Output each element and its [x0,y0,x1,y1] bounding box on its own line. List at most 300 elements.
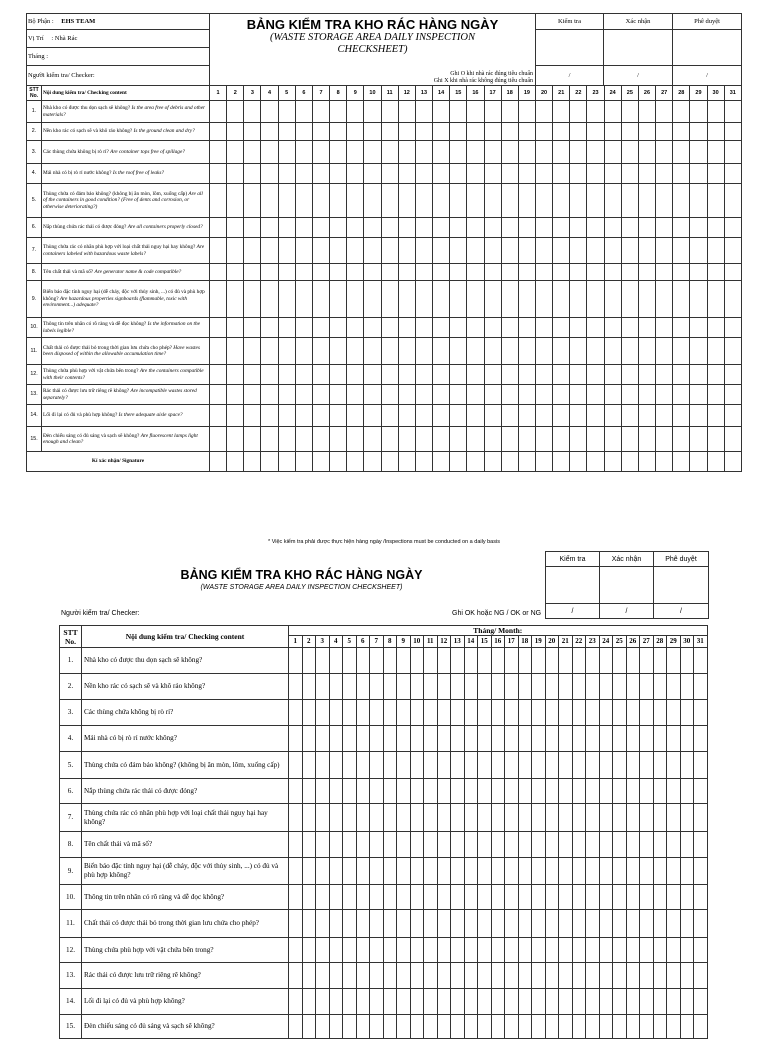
day-check-cell[interactable] [518,674,532,700]
day-check-cell[interactable] [690,264,707,281]
day-check-cell[interactable] [505,674,519,700]
day-check-cell[interactable] [433,164,450,184]
day-check-cell[interactable] [370,832,384,858]
day-check-cell[interactable] [451,885,465,910]
day-check-cell[interactable] [343,885,357,910]
day-check-cell[interactable] [621,164,638,184]
day-signature-cell[interactable] [450,452,467,472]
day-check-cell[interactable] [316,989,330,1015]
day-check-cell[interactable] [356,648,370,674]
day-check-cell[interactable] [559,804,573,832]
day-check-cell[interactable] [451,648,465,674]
day-check-cell[interactable] [518,365,535,385]
day-check-cell[interactable] [227,264,244,281]
day-check-cell[interactable] [397,910,411,938]
day-check-cell[interactable] [383,910,397,938]
day-check-cell[interactable] [451,804,465,832]
day-check-cell[interactable] [535,123,552,141]
day-check-cell[interactable] [535,164,552,184]
day-check-cell[interactable] [532,674,546,700]
day-check-cell[interactable] [312,405,329,427]
day-check-cell[interactable] [586,700,600,726]
day-check-cell[interactable] [553,405,570,427]
day-check-cell[interactable] [491,1015,505,1039]
day-check-cell[interactable] [501,385,518,405]
day-check-cell[interactable] [343,989,357,1015]
day-check-cell[interactable] [424,832,438,858]
day-check-cell[interactable] [553,365,570,385]
day-check-cell[interactable] [210,385,227,405]
day-check-cell[interactable] [437,674,451,700]
day-check-cell[interactable] [673,184,690,218]
day-check-cell[interactable] [347,385,364,405]
day-check-cell[interactable] [330,218,347,238]
day-check-cell[interactable] [518,101,535,123]
day-check-cell[interactable] [261,141,278,164]
day-check-cell[interactable] [381,264,398,281]
day-check-cell[interactable] [572,804,586,832]
day-signature-cell[interactable] [347,452,364,472]
day-check-cell[interactable] [587,218,604,238]
day-check-cell[interactable] [680,648,694,674]
day-check-cell[interactable] [364,318,381,338]
day-check-cell[interactable] [478,1015,492,1039]
day-check-cell[interactable] [210,318,227,338]
day-signature-cell[interactable] [518,452,535,472]
day-check-cell[interactable] [464,726,478,752]
day-check-cell[interactable] [289,963,303,989]
day-check-cell[interactable] [370,700,384,726]
day-check-cell[interactable] [398,338,415,365]
day-check-cell[interactable] [410,674,424,700]
day-check-cell[interactable] [613,648,627,674]
day-check-cell[interactable] [491,674,505,700]
day-check-cell[interactable] [587,338,604,365]
day-check-cell[interactable] [356,700,370,726]
day-check-cell[interactable] [621,101,638,123]
day-check-cell[interactable] [532,726,546,752]
day-signature-cell[interactable] [433,452,450,472]
day-check-cell[interactable] [535,281,552,318]
day-check-cell[interactable] [383,989,397,1015]
day-check-cell[interactable] [261,318,278,338]
day-check-cell[interactable] [424,858,438,885]
day-check-cell[interactable] [415,318,432,338]
day-check-cell[interactable] [545,779,559,804]
day-check-cell[interactable] [244,164,261,184]
day-check-cell[interactable] [295,318,312,338]
day-check-cell[interactable] [626,804,640,832]
day-check-cell[interactable] [570,264,587,281]
day-check-cell[interactable] [329,752,343,779]
day-check-cell[interactable] [518,989,532,1015]
day-check-cell[interactable] [397,1015,411,1039]
day-check-cell[interactable] [450,264,467,281]
day-check-cell[interactable] [289,700,303,726]
day-check-cell[interactable] [364,123,381,141]
day-check-cell[interactable] [410,700,424,726]
day-check-cell[interactable] [532,1015,546,1039]
day-check-cell[interactable] [570,281,587,318]
day-check-cell[interactable] [381,338,398,365]
day-check-cell[interactable] [316,674,330,700]
day-check-cell[interactable] [381,318,398,338]
day-check-cell[interactable] [289,674,303,700]
day-check-cell[interactable] [656,427,673,452]
day-check-cell[interactable] [295,427,312,452]
day-check-cell[interactable] [316,858,330,885]
day-check-cell[interactable] [680,752,694,779]
day-check-cell[interactable] [464,963,478,989]
day-check-cell[interactable] [410,1015,424,1039]
day-check-cell[interactable] [707,238,724,264]
day-check-cell[interactable] [244,123,261,141]
day-check-cell[interactable] [599,963,613,989]
day-check-cell[interactable] [653,832,667,858]
day-check-cell[interactable] [501,365,518,385]
day-check-cell[interactable] [680,832,694,858]
day-check-cell[interactable] [532,648,546,674]
day-check-cell[interactable] [621,365,638,385]
day-check-cell[interactable] [312,365,329,385]
day-check-cell[interactable] [316,779,330,804]
day-check-cell[interactable] [302,989,316,1015]
day-check-cell[interactable] [638,405,655,427]
day-check-cell[interactable] [667,700,681,726]
day-check-cell[interactable] [673,338,690,365]
day-check-cell[interactable] [572,779,586,804]
day-check-cell[interactable] [464,989,478,1015]
day-check-cell[interactable] [604,184,621,218]
day-check-cell[interactable] [626,938,640,963]
day-check-cell[interactable] [545,804,559,832]
day-check-cell[interactable] [383,648,397,674]
day-check-cell[interactable] [278,184,295,218]
day-check-cell[interactable] [383,832,397,858]
day-check-cell[interactable] [724,184,741,218]
day-check-cell[interactable] [467,101,484,123]
day-check-cell[interactable] [518,938,532,963]
sign-box-approve[interactable] [673,30,742,66]
day-check-cell[interactable] [433,141,450,164]
day-check-cell[interactable] [398,101,415,123]
day-check-cell[interactable] [673,141,690,164]
day-check-cell[interactable] [370,858,384,885]
day-check-cell[interactable] [278,264,295,281]
day-check-cell[interactable] [724,164,741,184]
day-check-cell[interactable] [532,910,546,938]
day-check-cell[interactable] [227,281,244,318]
day-check-cell[interactable] [295,365,312,385]
day-check-cell[interactable] [451,963,465,989]
day-check-cell[interactable] [587,101,604,123]
day-check-cell[interactable] [383,1015,397,1039]
day-check-cell[interactable] [381,405,398,427]
day-check-cell[interactable] [653,752,667,779]
day-check-cell[interactable] [656,338,673,365]
day-check-cell[interactable] [653,963,667,989]
day-check-cell[interactable] [424,779,438,804]
day-check-cell[interactable] [261,238,278,264]
day-check-cell[interactable] [694,752,708,779]
day-check-cell[interactable] [410,885,424,910]
day-check-cell[interactable] [364,427,381,452]
day-check-cell[interactable] [437,726,451,752]
day-check-cell[interactable] [210,184,227,218]
day-check-cell[interactable] [599,752,613,779]
day-check-cell[interactable] [289,779,303,804]
day-check-cell[interactable] [559,700,573,726]
day-check-cell[interactable] [656,164,673,184]
day-check-cell[interactable] [227,123,244,141]
day-check-cell[interactable] [518,427,535,452]
day-check-cell[interactable] [653,1015,667,1039]
day-check-cell[interactable] [316,832,330,858]
day-check-cell[interactable] [347,281,364,318]
day-check-cell[interactable] [364,264,381,281]
day-check-cell[interactable] [227,385,244,405]
day-check-cell[interactable] [532,858,546,885]
day-signature-cell[interactable] [690,452,707,472]
day-check-cell[interactable] [289,752,303,779]
day-check-cell[interactable] [656,405,673,427]
day-check-cell[interactable] [667,858,681,885]
day-check-cell[interactable] [464,648,478,674]
day-check-cell[interactable] [356,674,370,700]
day-check-cell[interactable] [570,365,587,385]
day-check-cell[interactable] [572,938,586,963]
day-signature-cell[interactable] [210,452,227,472]
day-signature-cell[interactable] [398,452,415,472]
day-check-cell[interactable] [673,365,690,385]
day-check-cell[interactable] [437,1015,451,1039]
day-check-cell[interactable] [464,938,478,963]
day-check-cell[interactable] [535,338,552,365]
day-check-cell[interactable] [464,752,478,779]
day-check-cell[interactable] [559,910,573,938]
day-check-cell[interactable] [261,338,278,365]
day-check-cell[interactable] [343,938,357,963]
day-check-cell[interactable] [694,779,708,804]
day-check-cell[interactable] [694,885,708,910]
day-check-cell[interactable] [278,238,295,264]
day-check-cell[interactable] [599,700,613,726]
day-check-cell[interactable] [638,385,655,405]
day-check-cell[interactable] [505,938,519,963]
day-check-cell[interactable] [450,318,467,338]
day-signature-cell[interactable] [724,452,741,472]
day-check-cell[interactable] [347,338,364,365]
day-check-cell[interactable] [278,101,295,123]
day-check-cell[interactable] [640,963,654,989]
day-check-cell[interactable] [586,858,600,885]
day-check-cell[interactable] [316,910,330,938]
day-check-cell[interactable] [484,318,501,338]
day-check-cell[interactable] [329,726,343,752]
day-check-cell[interactable] [343,648,357,674]
day-check-cell[interactable] [572,752,586,779]
day-signature-cell[interactable] [467,452,484,472]
day-check-cell[interactable] [640,1015,654,1039]
day-check-cell[interactable] [437,858,451,885]
day-check-cell[interactable] [501,281,518,318]
day-check-cell[interactable] [586,1015,600,1039]
day-check-cell[interactable] [570,123,587,141]
day-check-cell[interactable] [724,218,741,238]
day-check-cell[interactable] [437,989,451,1015]
day-check-cell[interactable] [518,910,532,938]
day-check-cell[interactable] [724,123,741,141]
day-check-cell[interactable] [559,648,573,674]
day-check-cell[interactable] [397,648,411,674]
day-check-cell[interactable] [244,385,261,405]
day-check-cell[interactable] [347,218,364,238]
day-check-cell[interactable] [570,184,587,218]
day-check-cell[interactable] [343,832,357,858]
day-check-cell[interactable] [244,238,261,264]
day-check-cell[interactable] [535,141,552,164]
day-check-cell[interactable] [330,184,347,218]
day-check-cell[interactable] [626,1015,640,1039]
day-check-cell[interactable] [289,989,303,1015]
day-check-cell[interactable] [383,885,397,910]
day-check-cell[interactable] [626,648,640,674]
day-check-cell[interactable] [437,648,451,674]
day-check-cell[interactable] [450,238,467,264]
day-check-cell[interactable] [484,405,501,427]
day-check-cell[interactable] [210,101,227,123]
day-check-cell[interactable] [535,184,552,218]
day-check-cell[interactable] [724,385,741,405]
day-check-cell[interactable] [680,700,694,726]
day-check-cell[interactable] [613,1015,627,1039]
day-check-cell[interactable] [467,427,484,452]
day-check-cell[interactable] [545,832,559,858]
day-check-cell[interactable] [532,963,546,989]
day-check-cell[interactable] [505,963,519,989]
day-check-cell[interactable] [227,365,244,385]
day-check-cell[interactable] [553,141,570,164]
day-check-cell[interactable] [673,281,690,318]
day-check-cell[interactable] [329,858,343,885]
day-check-cell[interactable] [586,648,600,674]
day-check-cell[interactable] [491,804,505,832]
day-check-cell[interactable] [587,385,604,405]
day-check-cell[interactable] [667,674,681,700]
day-check-cell[interactable] [450,405,467,427]
day-signature-cell[interactable] [656,452,673,472]
day-signature-cell[interactable] [381,452,398,472]
day-check-cell[interactable] [656,123,673,141]
day-check-cell[interactable] [484,365,501,385]
day-signature-cell[interactable] [638,452,655,472]
day-check-cell[interactable] [518,123,535,141]
day-check-cell[interactable] [478,989,492,1015]
day-check-cell[interactable] [638,427,655,452]
day-check-cell[interactable] [667,832,681,858]
day-check-cell[interactable] [626,700,640,726]
day-check-cell[interactable] [478,648,492,674]
day-check-cell[interactable] [621,218,638,238]
day-check-cell[interactable] [535,101,552,123]
day-check-cell[interactable] [559,674,573,700]
day-check-cell[interactable] [724,318,741,338]
day-check-cell[interactable] [261,385,278,405]
day-check-cell[interactable] [491,648,505,674]
day-check-cell[interactable] [244,365,261,385]
day-check-cell[interactable] [656,264,673,281]
day-check-cell[interactable] [410,726,424,752]
day-check-cell[interactable] [278,218,295,238]
day-check-cell[interactable] [532,832,546,858]
day-check-cell[interactable] [433,238,450,264]
day-check-cell[interactable] [586,674,600,700]
day-check-cell[interactable] [347,427,364,452]
day-check-cell[interactable] [545,885,559,910]
day-check-cell[interactable] [707,405,724,427]
day-signature-cell[interactable] [673,452,690,472]
sign-box-check[interactable] [536,30,604,66]
day-check-cell[interactable] [330,385,347,405]
day-check-cell[interactable] [397,885,411,910]
day-check-cell[interactable] [227,218,244,238]
day-check-cell[interactable] [356,910,370,938]
day-check-cell[interactable] [397,963,411,989]
day-check-cell[interactable] [437,804,451,832]
day-check-cell[interactable] [329,963,343,989]
day-check-cell[interactable] [491,963,505,989]
day-check-cell[interactable] [653,989,667,1015]
day-check-cell[interactable] [518,885,532,910]
day-check-cell[interactable] [501,318,518,338]
day-check-cell[interactable] [638,123,655,141]
day-check-cell[interactable] [330,141,347,164]
day-check-cell[interactable] [210,281,227,318]
day-check-cell[interactable] [383,779,397,804]
day-check-cell[interactable] [690,385,707,405]
day-check-cell[interactable] [383,726,397,752]
day-check-cell[interactable] [572,858,586,885]
day-check-cell[interactable] [397,726,411,752]
day-check-cell[interactable] [518,700,532,726]
day-check-cell[interactable] [383,938,397,963]
day-check-cell[interactable] [638,184,655,218]
day-check-cell[interactable] [667,989,681,1015]
day-check-cell[interactable] [210,164,227,184]
day-check-cell[interactable] [383,674,397,700]
day-check-cell[interactable] [545,700,559,726]
day-check-cell[interactable] [640,648,654,674]
day-check-cell[interactable] [656,101,673,123]
day-check-cell[interactable] [572,648,586,674]
day-check-cell[interactable] [464,885,478,910]
day-check-cell[interactable] [397,938,411,963]
day-check-cell[interactable] [518,164,535,184]
day-check-cell[interactable] [570,318,587,338]
day-check-cell[interactable] [370,804,384,832]
day-check-cell[interactable] [278,338,295,365]
day-check-cell[interactable] [329,832,343,858]
day-check-cell[interactable] [261,218,278,238]
day-signature-cell[interactable] [553,452,570,472]
day-check-cell[interactable] [343,752,357,779]
day-check-cell[interactable] [451,779,465,804]
day-check-cell[interactable] [680,1015,694,1039]
day-check-cell[interactable] [330,101,347,123]
day-check-cell[interactable] [289,885,303,910]
day-check-cell[interactable] [559,938,573,963]
day-check-cell[interactable] [518,804,532,832]
